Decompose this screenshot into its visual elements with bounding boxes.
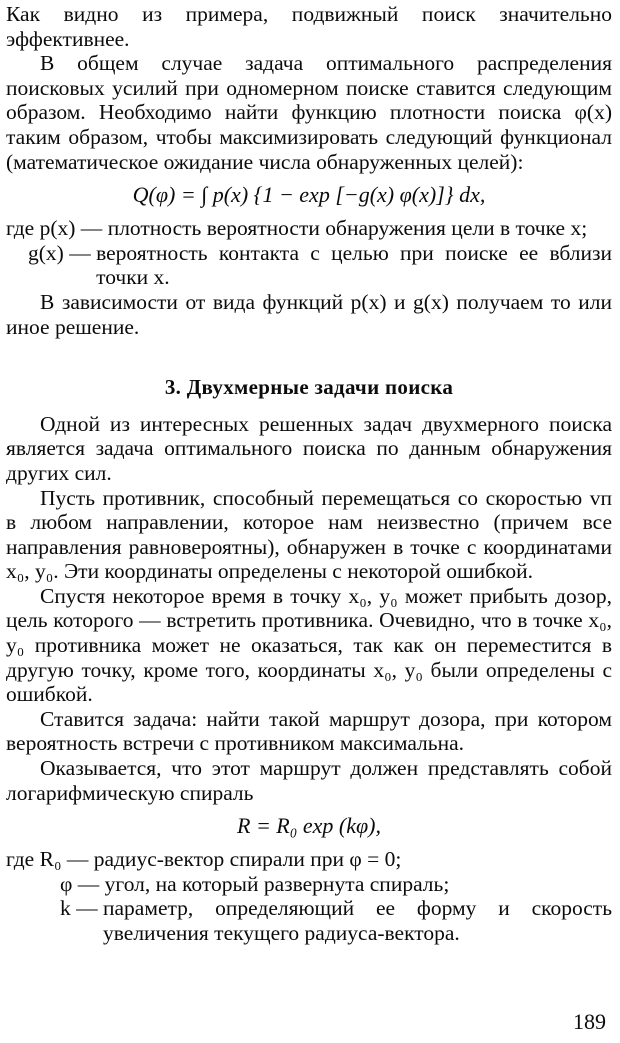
definition-description: радиус-вектор спирали при φ = 0; — [93, 847, 402, 872]
definition-term: k — — [60, 896, 103, 921]
page-number: 189 — [573, 1009, 606, 1034]
book-page — [6, 2, 612, 946]
definition-r0 — [6, 847, 612, 872]
definition-phi — [6, 872, 612, 897]
definition-term: g(x) — — [28, 240, 97, 265]
definition-term: φ — — [60, 871, 105, 896]
paragraph-enemy: Пусть противник, способный перемещаться со скоростью vп в любом направлении, которое нам неизвестно (причем все направления равновероятны), обнаружен в точке с координатами x₀, y₀. Эти координаты определены с некоторой ошибкой. — [6, 485, 612, 584]
definition-term: где R₀ — — [6, 847, 94, 872]
definition-description: угол, на который развернута спираль; — [104, 871, 450, 896]
paragraph-dependency: В зависимости от вида функций p(x) и g(x) получаем то или иное решение. — [6, 289, 612, 339]
definition-k — [6, 896, 612, 945]
paragraph-intro: Как видно из примера, подвижный поиск значительно эффективнее. — [6, 2, 612, 51]
paragraph-patrol: Спустя некоторое время в точку x₀, y₀ может прибыть дозор, цель которого — встретить противника. Очевидно, что в точке x₀, y₀ противника может не оказаться, так как он переместится в другую точку, кроме того, координаты x₀, y₀ были определены с ошибкой. — [6, 583, 612, 707]
definition-description: параметр, определяющий ее форму и скорость увеличения текущего радиуса-вектора. — [103, 896, 612, 945]
paragraph-two-dim-intro: Одной из интересных решенных задач двухмерного поиска является задача оптимального поиска по данным обнаружения других сил. — [6, 411, 612, 485]
definition-term: где p(x) — — [6, 216, 108, 241]
definition-g — [6, 241, 612, 290]
section-title: 3. Двухмерные задачи поиска — [164, 375, 454, 400]
formula-functional: Q(φ) = ∫ p(x) {1 − exp [−g(x) φ(x)]} dx, — [132, 182, 486, 208]
paragraph-spiral: Оказывается, что этот маршрут должен представлять собой логарифмическую спираль — [6, 756, 612, 805]
definition-description: плотность вероятности обнаружения цели в точке x; — [107, 216, 588, 241]
paragraph-task: Ставится задача: найти такой маршрут дозора, при котором вероятность встречи с противником максимальна. — [6, 706, 612, 756]
paragraph-general-case: В общем случае задача оптимального распределения поисковых усилий при одномерном поиске ставится следующим образом. Необходимо найти функцию плотности поиска φ(x) таким образом, чтобы максимизировать следующий функционал (математическое ожидание числа обнаруженных целей): — [6, 51, 612, 174]
definition-p — [6, 216, 612, 241]
formula-spiral: R = R₀ exp (kφ), — [237, 813, 381, 839]
definition-description: вероятность контакта с целью при поиске ее вблизи точки x. — [96, 240, 612, 290]
